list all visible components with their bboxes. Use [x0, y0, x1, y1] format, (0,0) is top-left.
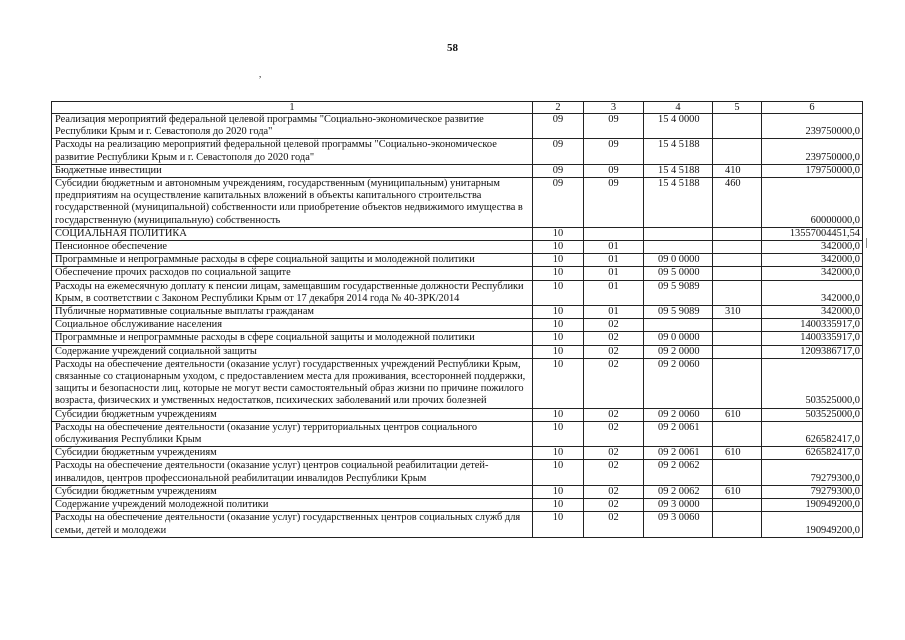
table-row [52, 485, 863, 498]
budget-table [51, 101, 863, 538]
subsection-cell: 02 [584, 460, 644, 485]
amount-cell: 342000,0 [762, 254, 863, 267]
table-row [52, 332, 863, 345]
expense-type-cell [713, 512, 762, 537]
description-cell: Содержание учреждений молодежной политики [52, 499, 533, 512]
subsection-cell: 01 [584, 280, 644, 305]
header-cell: 1 [52, 102, 533, 114]
target-article-cell: 09 5 0000 [644, 267, 713, 280]
subsection-cell: 02 [584, 499, 644, 512]
subsection-cell: 09 [584, 139, 644, 164]
description-cell: Субсидии бюджетным учреждениям [52, 485, 533, 498]
amount-cell: 60000000,0 [762, 178, 863, 228]
subsection-cell: 01 [584, 254, 644, 267]
target-article-cell: 15 4 5188 [644, 139, 713, 164]
description-cell: Программные и непрограммные расходы в сфере социальной защиты и молодежной политики [52, 332, 533, 345]
target-article-cell: 09 3 0060 [644, 512, 713, 537]
amount-cell: 1209386717,0 [762, 345, 863, 358]
subsection-cell: 09 [584, 164, 644, 177]
section-cell: 10 [533, 358, 584, 408]
table-row [52, 178, 863, 228]
section-cell: 10 [533, 319, 584, 332]
expense-type-cell: 610 [713, 447, 762, 460]
subsection-cell: 09 [584, 114, 644, 139]
table-row [52, 254, 863, 267]
target-article-cell [644, 319, 713, 332]
amount-cell: 342000,0 [762, 306, 863, 319]
amount-cell: 342000,0 [762, 280, 863, 305]
table-row [52, 512, 863, 537]
expense-type-cell: 610 [713, 408, 762, 421]
amount-cell: 342000,0 [762, 241, 863, 254]
expense-type-cell [713, 332, 762, 345]
section-cell: 10 [533, 227, 584, 240]
description-cell: Субсидии бюджетным учреждениям [52, 447, 533, 460]
amount-cell: 179750000,0 [762, 164, 863, 177]
expense-type-cell [713, 241, 762, 254]
table-row [52, 345, 863, 358]
section-cell: 10 [533, 460, 584, 485]
amount-cell: 79279300,0 [762, 485, 863, 498]
expense-type-cell [713, 280, 762, 305]
description-cell: Публичные нормативные социальные выплаты гражданам [52, 306, 533, 319]
description-cell: Расходы на реализацию мероприятий федеральной целевой программы "Социально-экономическое развитие Республики Крым и г. Севастополя до 2020 года" [52, 139, 533, 164]
target-article-cell: 09 0 0000 [644, 332, 713, 345]
section-cell: 10 [533, 332, 584, 345]
target-article-cell: 15 4 5188 [644, 164, 713, 177]
target-article-cell: 09 0 0000 [644, 254, 713, 267]
amount-cell: 626582417,0 [762, 421, 863, 446]
section-cell: 10 [533, 512, 584, 537]
subsection-cell: 02 [584, 332, 644, 345]
description-cell: Реализация мероприятий федеральной целевой программы "Социально-экономическое развитие Республики Крым и г. Севастополя до 2020 года" [52, 114, 533, 139]
target-article-cell [644, 227, 713, 240]
target-article-cell: 09 5 9089 [644, 306, 713, 319]
subsection-cell: 01 [584, 267, 644, 280]
target-article-cell: 09 5 9089 [644, 280, 713, 305]
section-cell: 10 [533, 254, 584, 267]
description-cell: Субсидии бюджетным и автономным учреждениям, государственным (муниципальным) унитарным предприятиям на осуществление капитальных вложений в объекты капитального строительства государственной (муниципальной) собственности или приобретение объектов недвижимого имущества в государственную (муниципальную) собственность [52, 178, 533, 228]
expense-type-cell [713, 460, 762, 485]
section-cell: 09 [533, 114, 584, 139]
subsection-cell: 02 [584, 319, 644, 332]
section-cell: 10 [533, 280, 584, 305]
target-article-cell: 09 2 0060 [644, 358, 713, 408]
amount-cell: 1400335917,0 [762, 332, 863, 345]
expense-type-cell [713, 319, 762, 332]
amount-cell: 626582417,0 [762, 447, 863, 460]
target-article-cell: 09 2 0061 [644, 421, 713, 446]
section-cell: 10 [533, 241, 584, 254]
section-cell: 10 [533, 267, 584, 280]
target-article-cell: 15 4 5188 [644, 178, 713, 228]
expense-type-cell [713, 421, 762, 446]
description-cell: Содержание учреждений социальной защиты [52, 345, 533, 358]
table-row [52, 447, 863, 460]
section-cell: 10 [533, 485, 584, 498]
description-cell: Расходы на обеспечение деятельности (оказание услуг) территориальных центров социального обслуживания Республики Крым [52, 421, 533, 446]
target-article-cell: 09 3 0000 [644, 499, 713, 512]
expense-type-cell [713, 114, 762, 139]
table-row [52, 227, 863, 240]
table-row [52, 241, 863, 254]
expense-type-cell: 610 [713, 485, 762, 498]
section-cell: 10 [533, 421, 584, 446]
description-cell: Расходы на обеспечение деятельности (оказание услуг) центров социальной реабилитации детей-инвалидов, центров профессиональной реабилитации инвалидов Республики Крым [52, 460, 533, 485]
amount-cell: 503525000,0 [762, 358, 863, 408]
subsection-cell: 01 [584, 306, 644, 319]
section-cell: 09 [533, 139, 584, 164]
header-cell: 6 [762, 102, 863, 114]
table-row [52, 421, 863, 446]
amount-cell: 503525000,0 [762, 408, 863, 421]
subsection-cell: 02 [584, 421, 644, 446]
target-article-cell: 09 2 0060 [644, 408, 713, 421]
subsection-cell: 02 [584, 408, 644, 421]
table-row [52, 139, 863, 164]
expense-type-cell [713, 139, 762, 164]
subsection-cell [584, 227, 644, 240]
table-row [52, 499, 863, 512]
target-article-cell [644, 241, 713, 254]
section-cell: 10 [533, 447, 584, 460]
target-article-cell: 09 2 0062 [644, 485, 713, 498]
section-cell: 10 [533, 499, 584, 512]
description-cell: Расходы на обеспечение деятельности (оказание услуг) государственных учреждений Республики Крым, связанные со стационарным уходом, с предоставлением места для проживания, всесторонней поддержки, защиты и безопасности лиц, которые не могут вести самостоятельный образ жизни по причине пожилого возраста, физических и умственных недостатков, психических заболеваний или прочих болезней [52, 358, 533, 408]
header-cell: 4 [644, 102, 713, 114]
header-cell: 3 [584, 102, 644, 114]
target-article-cell: 09 2 0061 [644, 447, 713, 460]
amount-cell: 79279300,0 [762, 460, 863, 485]
description-cell: Социальное обслуживание населения [52, 319, 533, 332]
amount-cell: 13557004451,54 [762, 227, 863, 240]
table-row [52, 164, 863, 177]
subsection-cell: 02 [584, 358, 644, 408]
subsection-cell: 01 [584, 241, 644, 254]
description-cell: Расходы на ежемесячную доплату к пенсии лицам, замещавшим государственные должности Республики Крым, в соответствии с Законом Республики Крым от 17 декабря 2014 года № 40-ЗРК/2014 [52, 280, 533, 305]
target-article-cell: 15 4 0000 [644, 114, 713, 139]
page-number: 58 [447, 42, 458, 54]
expense-type-cell [713, 227, 762, 240]
description-cell: Обеспечение прочих расходов по социальной защите [52, 267, 533, 280]
section-cell: 10 [533, 345, 584, 358]
expense-type-cell: 460 [713, 178, 762, 228]
amount-cell: 342000,0 [762, 267, 863, 280]
expense-type-cell: 410 [713, 164, 762, 177]
budget-table-body [52, 102, 863, 538]
section-cell: 10 [533, 408, 584, 421]
section-cell: 10 [533, 306, 584, 319]
scan-speck: , [259, 69, 262, 79]
expense-type-cell [713, 499, 762, 512]
amount-cell: 190949200,0 [762, 512, 863, 537]
subsection-cell: 02 [584, 345, 644, 358]
description-cell: Субсидии бюджетным учреждениям [52, 408, 533, 421]
subsection-cell: 02 [584, 485, 644, 498]
table-row [52, 460, 863, 485]
description-cell: Пенсионное обеспечение [52, 241, 533, 254]
section-cell: 09 [533, 164, 584, 177]
description-cell: Программные и непрограммные расходы в сфере социальной защиты и молодежной политики [52, 254, 533, 267]
expense-type-cell [713, 358, 762, 408]
target-article-cell: 09 2 0062 [644, 460, 713, 485]
expense-type-cell [713, 345, 762, 358]
table-row [52, 408, 863, 421]
section-cell: 09 [533, 178, 584, 228]
amount-cell: 239750000,0 [762, 139, 863, 164]
header-cell: 5 [713, 102, 762, 114]
amount-cell: 239750000,0 [762, 114, 863, 139]
subsection-cell: 02 [584, 512, 644, 537]
description-cell: Бюджетные инвестиции [52, 164, 533, 177]
table-row [52, 280, 863, 305]
subsection-cell: 09 [584, 178, 644, 228]
expense-type-cell: 310 [713, 306, 762, 319]
description-cell: Расходы на обеспечение деятельности (оказание услуг) государственных центров социальных служб для семьи, детей и молодежи [52, 512, 533, 537]
subsection-cell: 02 [584, 447, 644, 460]
margin-mark [866, 238, 867, 248]
description-cell: СОЦИАЛЬНАЯ ПОЛИТИКА [52, 227, 533, 240]
table-row [52, 114, 863, 139]
header-cell: 2 [533, 102, 584, 114]
expense-type-cell [713, 254, 762, 267]
target-article-cell: 09 2 0000 [644, 345, 713, 358]
amount-cell: 190949200,0 [762, 499, 863, 512]
table-header-row [52, 102, 863, 114]
expense-type-cell [713, 267, 762, 280]
amount-cell: 1400335917,0 [762, 319, 863, 332]
table-row [52, 306, 863, 319]
table-row [52, 319, 863, 332]
table-row [52, 267, 863, 280]
table-row [52, 358, 863, 408]
